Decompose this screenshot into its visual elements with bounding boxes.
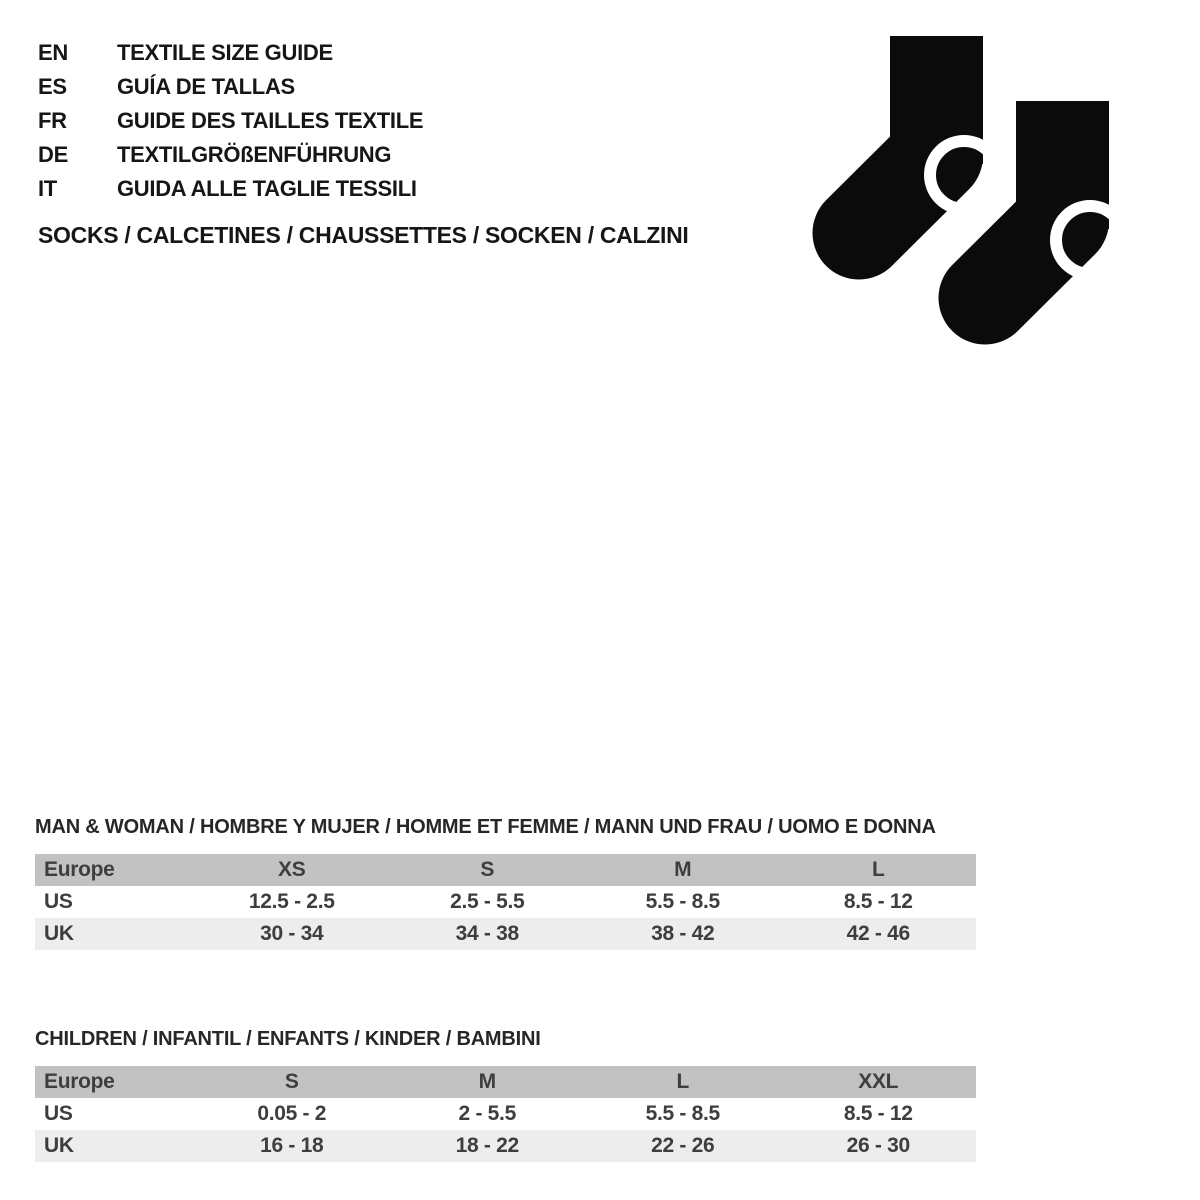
- table-row-us: [35, 1098, 976, 1130]
- socks-icon: [812, 36, 1112, 346]
- lang-code: EN: [38, 40, 68, 65]
- size-cell: 26 - 30: [846, 1134, 910, 1157]
- size-cell: 42 - 46: [846, 922, 910, 945]
- size-table-adult: [35, 816, 976, 950]
- lang-code: ES: [38, 74, 67, 99]
- row-label: US: [44, 890, 73, 913]
- lang-label: GUÍA DE TALLAS: [117, 74, 295, 99]
- lang-label: TEXTILE SIZE GUIDE: [117, 40, 333, 65]
- table-title: CHILDREN / INFANTIL / ENFANTS / KINDER / BAMBINI: [35, 1028, 541, 1050]
- lang-code: IT: [38, 176, 57, 201]
- size-cell: 34 - 38: [455, 922, 519, 945]
- language-title-list: [38, 36, 423, 206]
- table-grid: [35, 854, 976, 950]
- size-cell: 5.5 - 8.5: [645, 1102, 720, 1125]
- size-cell: 22 - 26: [651, 1134, 715, 1157]
- size-cell: 2.5 - 5.5: [450, 890, 525, 913]
- column-header: XS: [278, 858, 306, 881]
- size-table-children: [35, 1028, 976, 1162]
- column-header: M: [674, 858, 692, 881]
- column-header: XXL: [858, 1070, 899, 1093]
- table-title: MAN & WOMAN / HOMBRE Y MUJER / HOMME ET FEMME / MANN UND FRAU / UOMO E DONNA: [35, 816, 936, 838]
- table-row-uk: [35, 1130, 976, 1162]
- category-line: SOCKS / CALCETINES / CHAUSSETTES / SOCKEN / CALZINI: [38, 222, 689, 248]
- column-header: S: [284, 1070, 299, 1093]
- row-label: UK: [44, 922, 74, 945]
- size-cell: 8.5 - 12: [843, 1102, 913, 1125]
- size-cell: 18 - 22: [455, 1134, 519, 1157]
- lang-row-fr: [38, 104, 423, 138]
- sock-shape: [859, 36, 998, 233]
- table-grid: [35, 1066, 976, 1162]
- lang-row-es: [38, 70, 423, 104]
- column-header: L: [676, 1070, 690, 1093]
- lang-label: TEXTILGRÖßENFÜHRUNG: [117, 142, 392, 167]
- column-header: Europe: [44, 858, 115, 881]
- table-header-row: [35, 1066, 976, 1098]
- lang-label: GUIDA ALLE TAGLIE TESSILI: [117, 176, 417, 201]
- column-header: M: [478, 1070, 496, 1093]
- column-header: L: [871, 858, 885, 881]
- column-header: S: [480, 858, 495, 881]
- size-cell: 12.5 - 2.5: [248, 890, 335, 913]
- size-cell: 0.05 - 2: [257, 1102, 327, 1125]
- size-cell: 38 - 42: [651, 922, 715, 945]
- size-cell: 5.5 - 8.5: [645, 890, 720, 913]
- table-row-uk: [35, 918, 976, 950]
- size-cell: 16 - 18: [260, 1134, 324, 1157]
- lang-row-it: [38, 172, 423, 206]
- size-cell: 8.5 - 12: [843, 890, 913, 913]
- lang-code: DE: [38, 142, 68, 167]
- size-cell: 2 - 5.5: [458, 1102, 516, 1125]
- lang-row-de: [38, 138, 423, 172]
- row-label: UK: [44, 1134, 74, 1157]
- table-header-row: [35, 854, 976, 886]
- lang-code: FR: [38, 108, 67, 133]
- table-row-us: [35, 886, 976, 918]
- lang-label: GUIDE DES TAILLES TEXTILE: [117, 108, 424, 133]
- column-header: Europe: [44, 1070, 115, 1093]
- size-cell: 30 - 34: [260, 922, 324, 945]
- lang-row-en: [38, 36, 423, 70]
- row-label: US: [44, 1102, 73, 1125]
